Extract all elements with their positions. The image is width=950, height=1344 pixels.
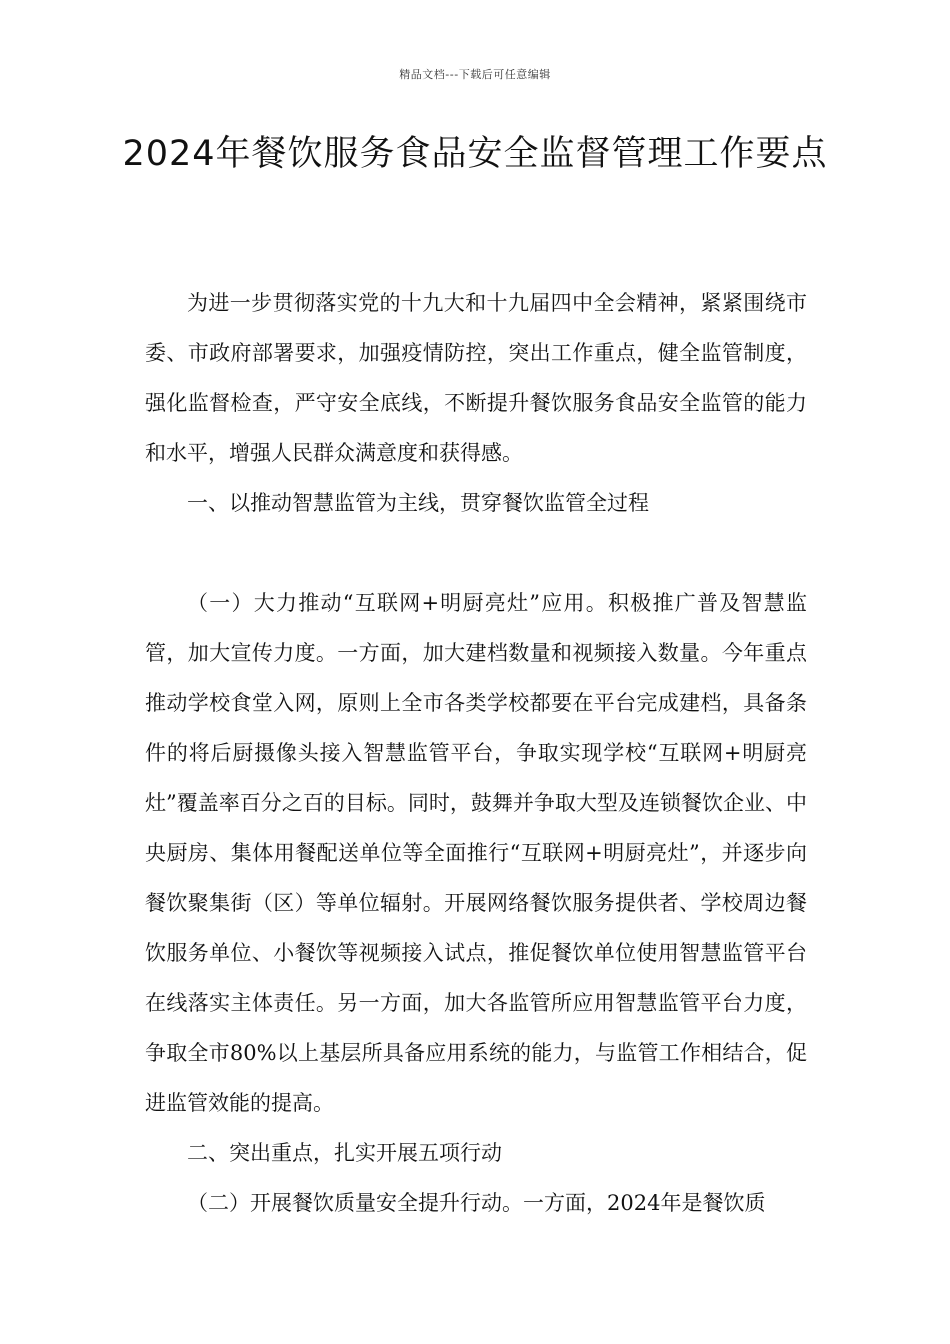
header-note: 精品文档---下载后可任意编辑: [399, 68, 551, 81]
intro-paragraph: 为进一步贯彻落实党的十九大和十九届四中全会精神，紧紧围绕市委、市政府部署要求，加强疫情防控，突出工作重点，健全监管制度，强化监督检查，严守安全底线，不断提升餐饮服务食品安全监管的能力和水平，增强人民群众满意度和获得感。: [145, 291, 807, 465]
body-section-1: [145, 278, 807, 528]
document-title: 2024年餐饮服务食品安全监督管理工作要点: [122, 134, 828, 174]
section-1-heading: 一、以推动智慧监管为主线，贯穿餐饮监管全过程: [187, 491, 649, 515]
section-1-item-1-paragraph: （一）大力推动“互联网+明厨亮灶”应用。积极推广普及智慧监管，加大宣传力度。一方面，加大建档数量和视频接入数量。今年重点推动学校食堂入网，原则上全市各类学校都要在平台完成建档，具备条件的将后厨摄像头接入智慧监管平台，争取实现学校“互联网+明厨亮灶”覆盖率百分之百的目标。同时，鼓舞并争取大型及连锁餐饮企业、中央厨房、集体用餐配送单位等全面推行“互联网+明厨亮灶”，并逐步向餐饮聚集街（区）等单位辐射。开展网络餐饮服务提供者、学校周边餐饮服务单位、小餐饮等视频接入试点，推促餐饮单位使用智慧监管平台在线落实主体责任。另一方面，加大各监管所应用智慧监管平台力度，争取全市80%以上基层所具备应用系统的能力，与监管工作相结合，促进监管效能的提高。: [145, 591, 807, 1115]
section-2-heading: 二、突出重点，扎实开展五项行动: [187, 1141, 502, 1165]
section-2-item-1-paragraph: （二）开展餐饮质量安全提升行动。一方面，2024年是餐饮质: [187, 1191, 766, 1215]
body-section-2: [145, 578, 807, 1228]
